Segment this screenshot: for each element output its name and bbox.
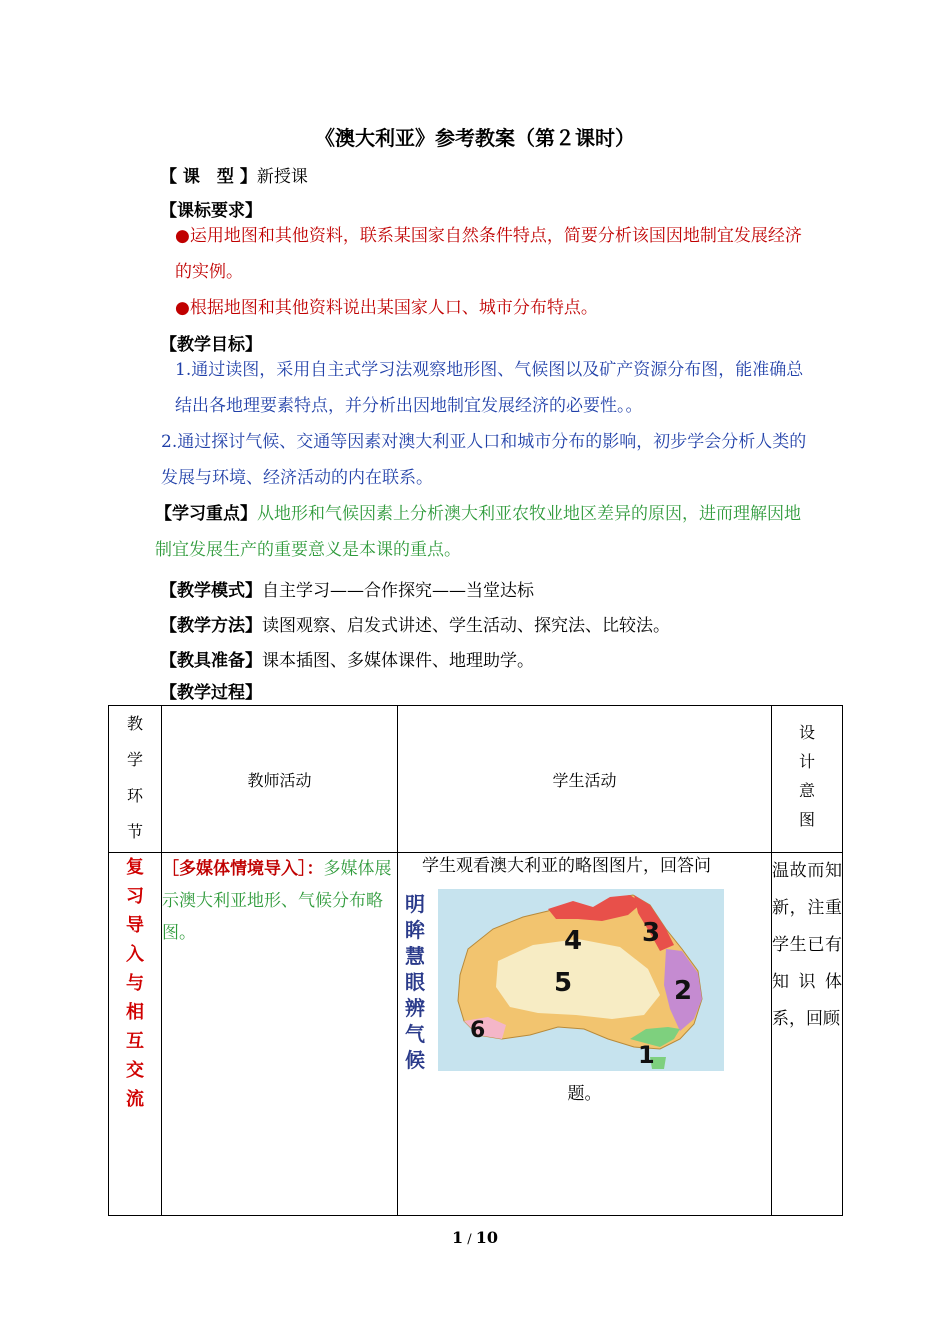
method-line — [160, 611, 670, 636]
stage-char: 相 — [126, 1002, 144, 1023]
stage-cell — [109, 853, 162, 1216]
design-text: 温故而知新，注重学生已有知识体系，回顾 — [772, 861, 842, 1029]
student-text-2: 题。 — [567, 1084, 602, 1104]
header-design — [772, 706, 843, 853]
map-side-char: 眸 — [405, 918, 425, 942]
stage-char: 与 — [126, 973, 144, 994]
header-teacher — [162, 706, 398, 853]
standards-item-1-text: ●运用地图和其他资料，联系某国家自然条件特点，简要分析该国因地制宜发展经济的实例。 — [175, 226, 802, 282]
map-svg — [398, 889, 724, 1071]
student-cell — [398, 853, 772, 1216]
header-design-char: 设 — [798, 723, 815, 742]
map-side-char: 候 — [405, 1048, 425, 1072]
process-table — [108, 705, 843, 1216]
map-label-4: 4 — [564, 926, 583, 956]
header-stage-char: 教 — [126, 714, 143, 733]
mode-label: 【教学模式】 — [160, 581, 262, 601]
page-number — [0, 1228, 950, 1247]
tools-value: 课本插图、多媒体课件、地理助学。 — [262, 651, 534, 671]
australia-climate-map — [398, 889, 724, 1071]
objectives-item-1-text: 1.通过读图，采用自主式学习法观察地形图、气候图以及矿产资源分布图，能准确总结出各地理要素特点，并分析出因地制宜发展经济的必要性。。 — [175, 360, 804, 416]
teacher-text: 多媒体展示澳大利亚地形、气候分布略图。 — [162, 859, 392, 943]
footer-sep: / — [463, 1232, 476, 1247]
stage-char: 习 — [126, 886, 144, 907]
map-label-5: 5 — [554, 968, 573, 998]
key-points — [145, 496, 815, 568]
page-title: 《澳大利亚》参考教案（第２课时） — [315, 126, 635, 150]
map-side-char: 眼 — [405, 970, 425, 994]
header-teacher-text: 教师活动 — [247, 770, 312, 790]
header-stage — [109, 706, 162, 853]
stage-char: 互 — [126, 1031, 144, 1052]
stage-char: 流 — [126, 1089, 144, 1110]
map-side-char: 气 — [405, 1022, 425, 1046]
stage-char: 入 — [126, 944, 144, 965]
header-stage-char: 学 — [126, 750, 143, 769]
header-student-text: 学生活动 — [552, 770, 617, 790]
map-label-6: 6 — [470, 1018, 486, 1043]
standards-item-2-text: ●根据地图和其他资料说出某国家人口、城市分布特点。 — [175, 298, 598, 318]
stage-char: 复 — [126, 857, 144, 878]
course-type-value: 新授课 — [256, 167, 308, 187]
stage-char: 导 — [126, 915, 144, 936]
method-value: 读图观察、启发式讲述、学生活动、探究法、比较法。 — [262, 616, 670, 636]
course-type-label: 【 课 型 】 — [160, 167, 257, 187]
map-side-char: 辨 — [405, 996, 425, 1020]
table-header-row — [109, 706, 843, 853]
header-student — [398, 706, 772, 853]
tools-line — [160, 646, 534, 671]
map-label-3: 3 — [642, 918, 661, 948]
footer-page: 1 — [451, 1228, 464, 1247]
student-text-1: 学生观看澳大利亚的略图图片，回答问 — [422, 856, 711, 876]
design-cell — [772, 853, 843, 1216]
course-type-line — [160, 162, 308, 187]
header-design-char: 图 — [798, 810, 815, 829]
header-design-char: 计 — [798, 752, 815, 771]
standards-item-2 — [145, 290, 815, 326]
map-side-char: 明 — [405, 892, 425, 916]
map-label-1: 1 — [638, 1041, 655, 1069]
mode-line — [160, 576, 534, 601]
map-label-2: 2 — [674, 976, 693, 1006]
table-row — [109, 853, 843, 1216]
standards-label: 【课标要求】 — [160, 201, 262, 221]
objectives-item-2 — [145, 424, 815, 496]
standards-item-1 — [145, 218, 815, 290]
objectives-label: 【教学目标】 — [160, 335, 262, 355]
method-label: 【教学方法】 — [160, 616, 262, 636]
header-design-char: 意 — [798, 781, 815, 800]
tools-label: 【教具准备】 — [160, 651, 262, 671]
mode-value: 自主学习——合作探究——当堂达标 — [262, 581, 534, 601]
key-points-label: 【学习重点】 — [155, 504, 257, 524]
process-label: 【教学过程】 — [160, 683, 262, 703]
teacher-cell — [162, 853, 398, 1216]
key-points-text: 从地形和气候因素上分析澳大利亚农牧业地区差异的原因，进而理解因地制宜发展生产的重要意义是本课的重点。 — [155, 504, 801, 560]
map-side-char: 慧 — [405, 944, 425, 968]
objectives-item-2-text: 2.通过探讨气候、交通等因素对澳大利亚人口和城市分布的影响，初步学会分析人类的发展与环境、经济活动的内在联系。 — [161, 432, 807, 488]
header-stage-char: 节 — [126, 822, 143, 841]
teacher-label: ［多媒体情境导入］： — [162, 859, 324, 879]
footer-total: 10 — [475, 1228, 499, 1247]
stage-char: 交 — [126, 1060, 144, 1081]
header-stage-char: 环 — [126, 786, 143, 805]
objectives-item-1 — [145, 352, 815, 424]
